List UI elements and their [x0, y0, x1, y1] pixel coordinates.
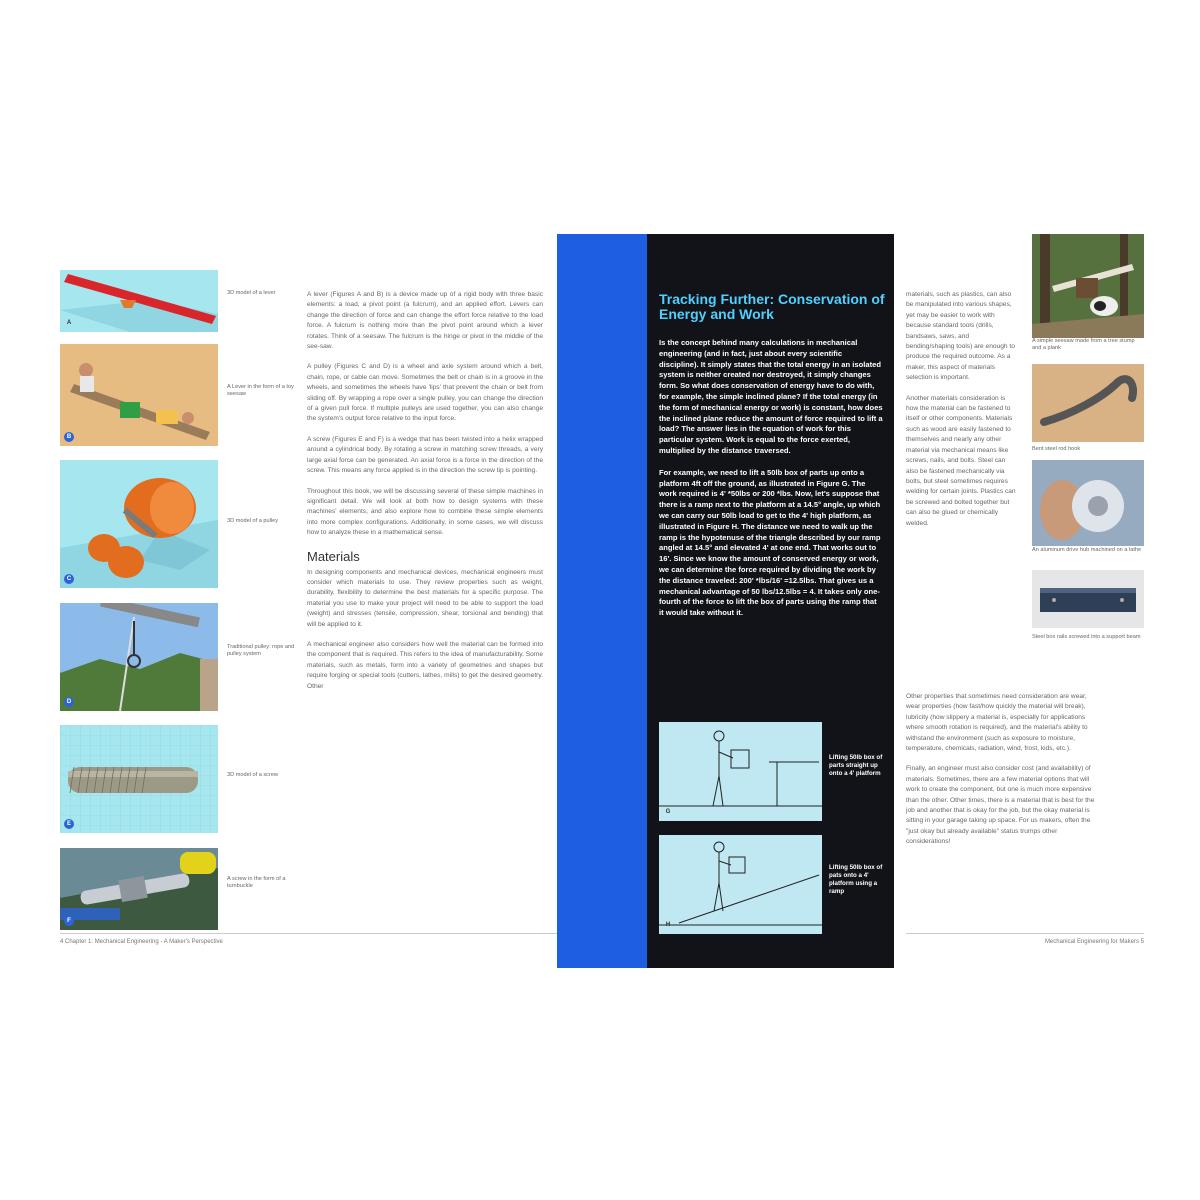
right-paragraph-2: Another materials consideration is how the material can be fastened to itself or other components. Materials such as wood are easily fastened to themselves and nearly any other material via mechanical means like screws, nails, and bolts. Steel can also be fastened mechanically via bolts, but steel sometimes requires welding for certain joints. Plastics can be screwed and bolted together but can also be glued or chemically welded.	[906, 394, 1016, 527]
pulley-illustration	[60, 460, 218, 588]
figure-e-screw-model	[60, 725, 218, 833]
paragraph-pulley: A pulley (Figures C and D) is a wheel and axle system around which a belt, chain, rope, or cable can move. Sometimes the belt or chain is in a groove in the wheels, and sometimes the wheels have 'lips' that prevent the chain or belt from sliding off. By wrapping a rope over a single pulley, you can change the direction of a given pull force. If multiple pulleys are used together, you can also change the system's output force relative to the input force.	[307, 363, 543, 423]
figure-badge: A	[66, 320, 72, 326]
figure-caption: Lifting 50lb box of parts straight up onto a 4' platform	[829, 754, 883, 777]
bent-rod-photo	[1032, 364, 1144, 442]
figure-g-lift-straight	[659, 722, 822, 821]
book-spread	[60, 234, 1144, 968]
right-footer: Mechanical Engineering for Makers 5	[1044, 939, 1144, 945]
right-paragraph-1: materials, such as plastics, can also be manipulated into various shapes, yet may be easier to work with because standard tools (drills, bandsaws, saws, and bending/shaping tools) are enough to produce the required outcome. As a maker, this aspect of materials selection is important.	[906, 291, 1015, 382]
right-paragraph-cost: Finally, an engineer must also consider cost (and availability) of materials. Sometimes, there are a few material options that will work to create the component, but one is much more expensive than the other. Other times, there is a material that is best for the job and another that is okay for the job, but the okay material is sitting in your garage taking up space. For us makers, often the "just okay but already available" status trumps other considerations!	[906, 765, 1095, 846]
lift-straight-drawing	[659, 722, 822, 821]
right-paragraph-properties: Other properties that sometimes need consideration are wear, wear properties (how fast/how quickly the material will break), lubricity (how slippery a material is, especially for applications where smooth rotation is required), and the material's ability to withstand the environment (such as exposure to moisture, temperature, chemicals, radiation, wind, frost, kids, etc.).	[906, 693, 1088, 753]
figure-f-turnbuckle	[60, 848, 218, 930]
figure-badge: H	[665, 922, 671, 928]
sidebar-paragraph-1: Is the concept behind many calculations in mechanical engineering (and in fact, just about every scientific discipline). It simply states that the total energy in an isolated system is neither created nor destroyed, it simply changes form. So what does conservation of energy have to do with, for example, the simple inclined plane? If the total energy (in the form of mechanical energy or work) is constant, how does the inclined plane reduce the amount of force required to lift a load? The answer lies in the equation of work for this particular system. Work is equal to the force exerted, multiplied by the distance traversed.	[659, 338, 883, 455]
figure-h-lift-ramp	[659, 835, 822, 934]
figure-bent-rod	[1032, 364, 1144, 442]
screw-illustration	[60, 725, 218, 833]
right-text-column	[906, 290, 1018, 539]
figure-caption: 3D model of a pulley	[227, 518, 278, 524]
figure-box-rails	[1032, 570, 1144, 628]
footer-rule	[906, 933, 1144, 934]
seesaw-photo	[60, 344, 218, 446]
figure-caption: Bent steel rod hook	[1032, 446, 1081, 452]
paragraph-lever: A lever (Figures A and B) is a device made up of a rigid body with three basic elements: a load, a pivot point (a fulcrum), and an applied effort. Levers can change the direction of force and can change the effort force relative to the load force. A fulcrum is nothing more than the pivot point around which a lever rotates. Think of a seesaw. The fulcrum is the hinge or pivot in the middle of the see-saw.	[307, 291, 543, 351]
paragraph-overview: Throughout this book, we will be discussing several of these simple machines in significant detail. We will look at both how to design systems with these machines' elements, and also explore how to combine these simple elements into more complex configurations. Additionally, in some cases, we will discuss how to analyze these in a mathematical sense.	[307, 487, 543, 537]
sidebar-title: Tracking Further: Conservation of Energy and Work	[659, 291, 885, 322]
sidebar-panel	[647, 234, 894, 968]
right-wide-text	[906, 692, 1102, 858]
traditional-pulley-photo	[60, 603, 218, 711]
figure-caption: 3D model of a lever	[227, 290, 276, 296]
lever-illustration	[60, 270, 218, 332]
figure-d-traditional-pulley	[60, 603, 218, 711]
aluminum-hub-photo	[1032, 460, 1144, 546]
figure-a-lever-model	[60, 270, 218, 332]
figure-badge: G	[665, 809, 671, 815]
paragraph-screw: A screw (Figures E and F) is a wedge that has been twisted into a helix wrapped around a cylindrical body. By rotating a screw in matching screw threads, a very large axial force can be generated. An axial force is a force in the direction of the screw. This means any force applied is in the direction the screw tip is pointing.	[307, 435, 543, 475]
materials-heading: Materials	[307, 548, 360, 564]
figure-badge: E	[64, 819, 74, 829]
figure-caption: A Lever in the form of a toy seesaw	[227, 384, 294, 397]
figure-badge: B	[64, 432, 74, 442]
left-text-column	[307, 290, 543, 702]
sidebar-accent-strip	[557, 234, 647, 968]
footer-rule	[60, 933, 557, 934]
figure-aluminum-hub	[1032, 460, 1144, 546]
paragraph-materials-2: A mechanical engineer also considers how well the material can be formed into the component that is required. This refers to the idea of manufacturability. Some materials, such as metals, form into a variety of geometries and shapes but require forging or special tools (cutters, lathes, mills) to get the desired geometry. Other	[307, 640, 543, 690]
figure-stump-seesaw	[1032, 234, 1144, 338]
figure-badge: F	[64, 916, 74, 926]
figure-caption: An aluminum drive hub machined on a lathe	[1032, 547, 1142, 553]
figure-caption: Lifting 50lb box of pats onto a 4' platform using a ramp	[829, 864, 883, 895]
sidebar-body	[659, 338, 883, 630]
box-rails-photo	[1032, 570, 1144, 628]
figure-b-toy-seesaw	[60, 344, 218, 446]
figure-badge: D	[64, 697, 74, 707]
figure-badge: C	[64, 574, 74, 584]
stump-seesaw-photo	[1032, 234, 1144, 338]
figure-caption: Steel box rails screwed into a support beam	[1032, 634, 1141, 640]
left-page	[60, 234, 557, 968]
figure-caption: A simple seesaw made from a tree stump and a plank	[1032, 338, 1135, 351]
figure-caption: Traditional pulley: rope and pulley system	[227, 644, 295, 657]
left-footer: 4 Chapter 1: Mechanical Engineering - A Maker's Perspective	[60, 939, 223, 945]
figure-caption: A screw in the form of a turnbuckle	[227, 876, 286, 889]
figure-c-pulley-model	[60, 460, 218, 588]
sidebar-paragraph-2: For example, we need to lift a 50lb box of parts up onto a platform 4ft off the ground, as illustrated in Figure G. The work required is 4' *50lbs or 200 *lbs. Now, let's suppose that there is a ramp next to the platform at a 14.5° angle, up which we can carry our 50lb load to get to the 4' high platform, as illustrated in Figure H. The distance we need to walk up the ramp is the hypotenuse of the triangle described by our ramp angled at 14.5° and elevated 4' at one end. That works out to 16'. Since we know the amount of conserved energy or work, we can determine the force required by dividing the work by the distance traveled: 200' *lbs/16' =12.5lbs. That gives us a mechanical advantage of 50 lbs/12.5lbs = 4. It takes only one-fourth of the force to lift the box of parts using the ramp that it would take without it.	[659, 467, 881, 618]
paragraph-materials-1: In designing components and mechanical devices, mechanical engineers must consider which materials to use. They review properties such as weight, durability, flexibility to determine the best materials for a specific purpose. The material you use to make your project will need to be able to support the load (weight) and stresses (tensile, compression, shear, torsional and bending) that will be applied to it.	[307, 568, 543, 628]
turnbuckle-photo	[60, 848, 218, 930]
figure-caption: 3D model of a screw	[227, 772, 278, 778]
lift-ramp-drawing	[659, 835, 822, 934]
